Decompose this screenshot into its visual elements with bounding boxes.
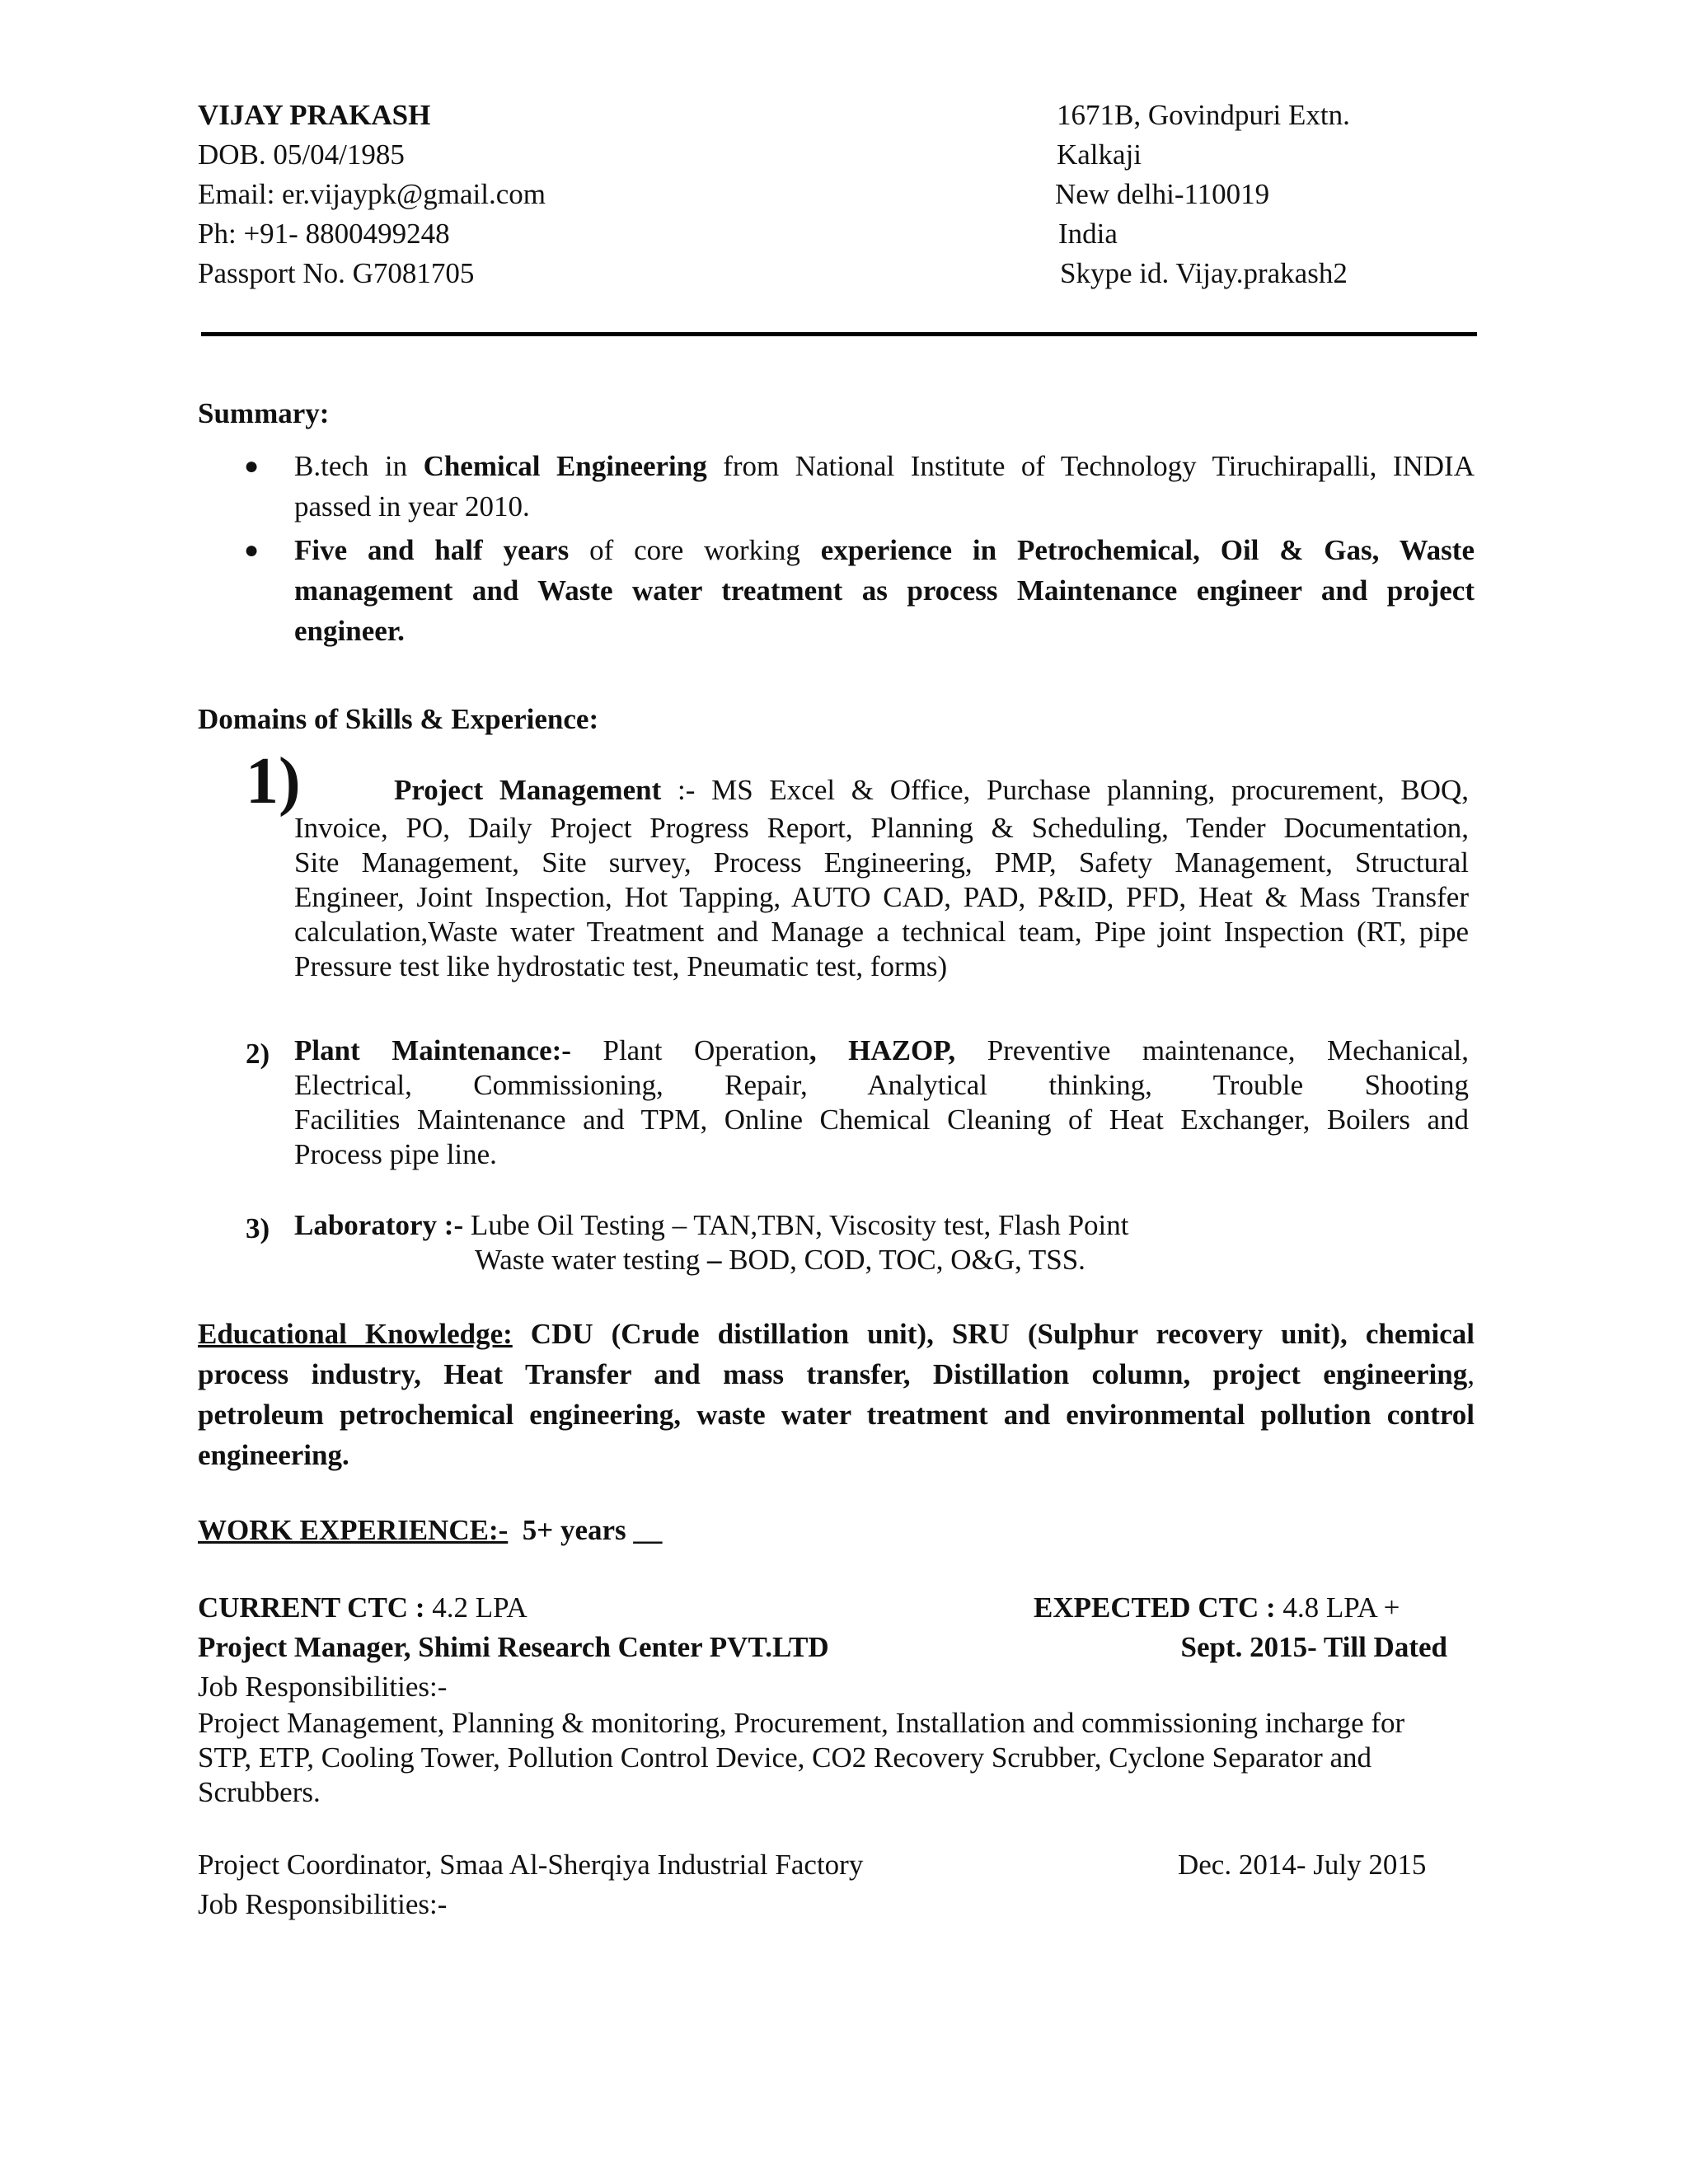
educational-knowledge: Educational Knowledge: CDU (Crude distillation unit), SRU (Sulphur recovery unit), chemical process industry, Heat Transfer and mass transfer, Distillation column, project engineering, petroleum petrochemical engineering, waste water treatment and environmental pollution control engineering. (198, 1318, 1475, 1471)
domain-3-number: 3) (246, 1212, 270, 1244)
passport-number: Passport No. G7081705 (198, 257, 475, 289)
domain-3-line-2: Waste water testing – BOD, COD, TOC, O&G, TSS. (475, 1244, 1085, 1276)
domain-1-first-line: Project Management :- MS Excel & Office, Purchase planning, procurement, BOQ, (394, 774, 1470, 806)
domain-2-body: Plant Maintenance:- Plant Operation, HAZOP, Preventive maintenance, Mechanical, Electrical, Commissioning, Repair, Analytical thinking, Trouble Shooting Facilities Maintenance and TPM, Online Chemical Cleaning of Heat Exchanger, Boilers and Process pipe line. (294, 1034, 1469, 1170)
expected-ctc: EXPECTED CTC : 4.8 LPA + (1034, 1591, 1400, 1624)
domains-heading: Domains of Skills & Experience: (198, 703, 599, 735)
domain-1-number: 1) (246, 745, 301, 818)
job-1-responsibilities-line-2: STP, ETP, Cooling Tower, Pollution Control Device, CO2 Recovery Scrubber, Cyclone Separator and (198, 1741, 1372, 1774)
domain-2-number: 2) (246, 1038, 270, 1070)
skype-id: Skype id. Vijay.prakash2 (1060, 257, 1348, 289)
address-line-4: India (1058, 218, 1118, 250)
summary-heading: Summary: (198, 397, 330, 429)
domain-1-body: Invoice, PO, Daily Project Progress Report, Planning & Scheduling, Tender Documentation, Site Management, Site survey, Process Engineering, PMP, Safety Management, Structural Engineer, Joint Inspection, Hot Tapping, AUTO CAD, PAD, P&ID, PFD, Heat & Mass Transfer calculation,Waste water Treatment and Manage a technical team, Pipe joint Inspection (RT, pipe Pressure test like hydrostatic test, Pneumatic test, forms) (294, 812, 1469, 982)
summary-bullet-2: Five and half years of core working experience in Petrochemical, Oil & Gas, Waste management and Waste water treatment as process Maintenance engineer and project engineer. (294, 534, 1475, 647)
job-2-title: Project Coordinator, Smaa Al-Sherqiya Industrial Factory (198, 1849, 864, 1881)
job-1-title: Project Manager, Shimi Research Center PVT.LTD (198, 1631, 829, 1663)
bullet-icon: ● (244, 452, 260, 480)
phone: Ph: +91- 8800499248 (198, 218, 450, 250)
date-of-birth: DOB. 05/04/1985 (198, 138, 405, 171)
summary-bullet-1: B.tech in Chemical Engineering from National Institute of Technology Tiruchirapalli, INDIA passed in year 2010. (294, 450, 1475, 523)
address-line-2: Kalkaji (1057, 138, 1142, 171)
job-1-responsibilities-line-1: Project Management, Planning & monitoring, Procurement, Installation and commissioning incharge for (198, 1707, 1405, 1739)
current-ctc: CURRENT CTC : 4.2 LPA (198, 1591, 528, 1624)
candidate-name: VIJAY PRAKASH (198, 99, 431, 131)
header-divider (201, 332, 1477, 336)
address-line-3: New delhi-110019 (1055, 178, 1270, 210)
job-2-responsibilities-label: Job Responsibilities:- (198, 1888, 448, 1920)
email: Email: er.vijaypk@gmail.com (198, 178, 546, 210)
work-experience-heading: WORK EXPERIENCE:- 5+ years __ (198, 1514, 663, 1546)
job-1-dates: Sept. 2015- Till Dated (1180, 1631, 1447, 1663)
job-1-responsibilities-label: Job Responsibilities:- (198, 1671, 448, 1703)
job-2-dates: Dec. 2014- July 2015 (1178, 1849, 1427, 1881)
address-line-1: 1671B, Govindpuri Extn. (1057, 99, 1350, 131)
bullet-icon: ● (244, 537, 260, 564)
domain-3-line-1: Laboratory :- Lube Oil Testing – TAN,TBN, Viscosity test, Flash Point (294, 1209, 1129, 1241)
job-1-responsibilities-line-3: Scrubbers. (198, 1776, 321, 1808)
